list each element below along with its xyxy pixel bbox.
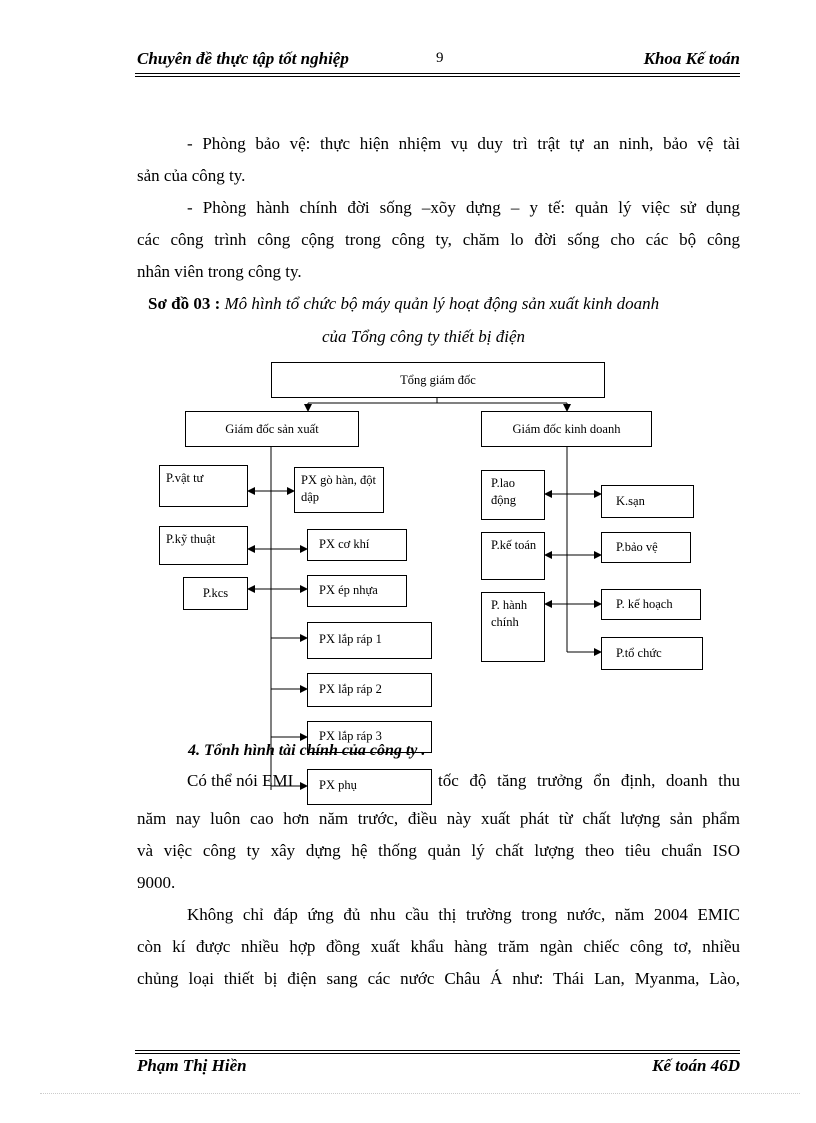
box-p-kcs: P.kcs: [183, 577, 248, 610]
box-giam-doc-kinh-doanh: Giám đốc kinh doanh: [481, 411, 652, 447]
intro-p1-line2: sản của công ty.: [137, 166, 246, 185]
box-giam-doc-san-xuat: Giám đốc sản xuất: [185, 411, 359, 447]
box-px-lap-rap-2: PX lắp ráp 2: [307, 673, 432, 707]
intro-p2-line2: các công trình công cộng trong công ty, chăm lo đời sống cho các bộ công: [137, 230, 740, 249]
caption-label: Sơ đồ 03 :: [148, 294, 221, 313]
box-p-bao-ve: P.bảo vệ: [601, 532, 691, 563]
page-bottom-edge: [40, 1093, 800, 1094]
section4-p1-line1-b: tốc độ tăng trưởng ổn định, doanh thu: [438, 771, 740, 790]
section4-p2-line1: Không chỉ đáp ứng đủ nhu cầu thị trường trong nước, năm 2004 EMIC: [187, 905, 740, 924]
caption-title-line1: Mô hình tổ chức bộ máy quản lý hoạt động sản xuất kinh doanh: [224, 294, 660, 313]
section-4-heading: 4. Tổnh hình tài chính của công ty .: [188, 742, 426, 759]
box-px-phu: PX phụ: [307, 769, 432, 805]
box-p-hanh-chinh: P. hành chính: [481, 592, 545, 662]
box-px-go-han: PX gò hàn, đột dập: [294, 467, 384, 513]
intro-p2-line1: - Phòng hành chính đời sống –xõy dựng – y tế: quản lý việc sử dụng: [187, 198, 740, 217]
footer-left: Phạm Thị Hiền: [137, 1056, 247, 1075]
section4-p1-line2: năm nay luôn cao hơn năm trước, điều này xuất phát từ chất lượng sản phẩm: [137, 809, 740, 828]
page-number: 9: [436, 50, 444, 66]
footer-rule-2: [135, 1053, 740, 1054]
section4-p1-line1-a: Có thể nói EMI: [187, 771, 294, 790]
section4-p2-line2: còn kí được nhiều hợp đồng xuất khẩu hàng trăm ngàn chiếc công tơ, nhiều: [137, 937, 740, 956]
box-p-ke-toan: P.kế toán: [481, 532, 545, 580]
footer-rule: [135, 1050, 740, 1051]
box-px-ep-nhua: PX ép nhựa: [307, 575, 407, 607]
caption-title-line2: của Tổng công ty thiết bị điện: [322, 327, 526, 346]
box-px-co-khi: PX cơ khí: [307, 529, 407, 561]
footer-right: Kế toán 46D: [652, 1056, 740, 1075]
section4-p1-line4: 9000.: [137, 873, 176, 892]
section4-p2-line3: chủng loại thiết bị điện sang các nước Châu Á như: Thái Lan, Myanma, Lào,: [137, 969, 740, 988]
intro-p2-line3: nhân viên trong công ty.: [137, 262, 302, 281]
section4-text: [137, 803, 740, 995]
box-p-lao-dong: P.lao động: [481, 470, 545, 520]
header-left: Chuyên đề thực tập tốt nghiệp: [137, 49, 349, 68]
box-p-ky-thuat: P.kỹ thuật: [159, 526, 248, 565]
box-px-lap-rap-3: PX lắp ráp 3: [307, 721, 432, 753]
box-k-san: K.sạn: [601, 485, 694, 518]
box-px-lap-rap-1: PX lắp ráp 1: [307, 622, 432, 659]
header-right: Khoa Kế toán: [643, 49, 740, 68]
intro-p1-line1: - Phòng bảo vệ: thực hiện nhiệm vụ duy trì trật tự an ninh, bảo vệ tài: [187, 134, 740, 153]
section4-p1-line3: và việc công ty xây dựng hệ thống quản lý chất lượng theo tiêu chuẩn ISO: [137, 841, 740, 860]
box-p-to-chuc: P.tổ chức: [601, 637, 703, 670]
box-tong-giam-doc: Tổng giám đốc: [271, 362, 605, 398]
box-p-vat-tu: P.vật tư: [159, 465, 248, 507]
box-p-ke-hoach: P. kế hoạch: [601, 589, 701, 620]
